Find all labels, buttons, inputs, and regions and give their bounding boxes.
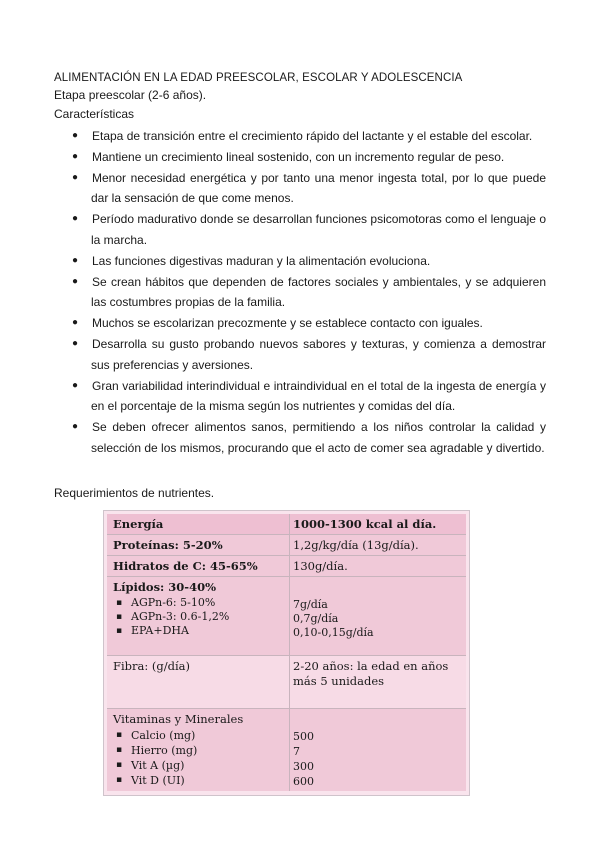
list-item: ● Se deben ofrecer alimentos sanos, permitiendo a los niños controlar la calidad y selección de los mismos, procurando que el acto de comer sea agradable y divertido. <box>54 417 546 459</box>
list-item: ● Mantiene un crecimiento lineal sostenido, con un incremento regular de peso. <box>54 147 546 168</box>
square-bullet-icon: ▪ <box>116 730 123 740</box>
energy-label: Energía <box>113 517 164 531</box>
list-item: ▪ EPA+DHA <box>116 624 189 637</box>
table-row <box>107 709 466 791</box>
bullet-icon: ● <box>72 213 79 225</box>
fiber-value: 2-20 años: la edad en años más 5 unidades <box>293 659 449 688</box>
proteins-label: Proteínas: 5-20% <box>113 538 223 552</box>
nutrient-requirements-table <box>103 510 470 796</box>
square-bullet-icon: ▪ <box>116 612 123 622</box>
bullet-icon: ● <box>72 379 79 391</box>
lipids-values: 7g/día 0,7g/día 0,10-0,15g/día <box>293 598 374 639</box>
list-item: ▪ Vit D (UI) <box>116 774 185 787</box>
list-item: ● Muchos se escolarizan precozmente y se establece contacto con iguales. <box>54 313 546 334</box>
list-item: ● Las funciones digestivas maduran y la alimentación evoluciona. <box>54 251 546 272</box>
characteristics-list <box>54 126 546 459</box>
bullet-icon: ● <box>72 254 79 266</box>
bullet-icon: ● <box>72 130 79 141</box>
table-row <box>107 577 466 656</box>
bullet-icon: ● <box>72 275 79 287</box>
document-title: ALIMENTACIÓN EN LA EDAD PREESCOLAR, ESCOLAR Y ADOLESCENCIA <box>54 72 463 84</box>
list-item: ● Etapa de transición entre el crecimiento rápido del lactante y el estable del escolar. <box>54 126 546 147</box>
vitamins-list <box>113 728 285 788</box>
list-item: ▪ AGPn-6: 5-10% <box>116 596 216 609</box>
list-item: ● Desarrolla su gusto probando nuevos sabores y texturas, y comienza a demostrar sus preferencias y aversiones. <box>54 334 546 376</box>
table-row <box>107 656 466 709</box>
list-item: ● Período madurativo donde se desarrollan funciones psicomotoras como el lenguaje o la marcha. <box>54 209 546 251</box>
list-item: ▪ AGPn-3: 0.6-1,2% <box>116 610 230 623</box>
square-bullet-icon: ▪ <box>116 775 123 785</box>
fiber-label: Fibra: (g/día) <box>113 659 191 673</box>
bullet-icon: ● <box>72 421 79 433</box>
bullet-icon: ● <box>72 317 79 329</box>
carbs-label: Hidratos de C: 45-65% <box>113 559 258 573</box>
square-bullet-icon: ▪ <box>116 626 123 636</box>
list-item: ▪ Vit A (µg) <box>116 759 185 772</box>
vitamins-label: Vitaminas y Minerales <box>113 712 244 726</box>
lipids-list <box>113 596 285 638</box>
bullet-icon: ● <box>72 171 79 183</box>
characteristics-label: Características <box>54 107 135 121</box>
list-item: ▪ Calcio (mg) <box>116 729 196 742</box>
proteins-value: 1,2g/kg/día (13g/día). <box>293 538 419 552</box>
energy-value: 1000-1300 kcal al día. <box>293 517 437 531</box>
table-row <box>107 556 466 577</box>
section-subtitle: Etapa preescolar (2-6 años). <box>54 88 207 102</box>
vitamins-values: 500 7 300 600 <box>293 730 314 788</box>
list-item: ● Se crean hábitos que dependen de factores sociales y ambientales, y se adquieren las costumbres propias de la familia. <box>54 272 546 314</box>
list-item: ● Menor necesidad energética y por tanto una menor ingesta total, por lo que puede dar la sensación de que come menos. <box>54 168 546 210</box>
requirements-label: Requerimientos de nutrientes. <box>54 486 215 500</box>
square-bullet-icon: ▪ <box>116 760 123 770</box>
square-bullet-icon: ▪ <box>116 745 123 755</box>
list-item: ▪ Hierro (mg) <box>116 744 198 757</box>
bullet-icon: ● <box>72 150 79 162</box>
table-row <box>107 535 466 556</box>
lipids-label: Lípidos: 30-40% <box>113 580 217 594</box>
bullet-icon: ● <box>72 337 79 349</box>
table-row <box>107 514 466 535</box>
square-bullet-icon: ▪ <box>116 598 123 608</box>
carbs-value: 130g/día. <box>293 559 348 573</box>
list-item: ● Gran variabilidad interindividual e intraindividual en el total de la ingesta de energía y en el porcentaje de la misma según los nutrientes y comidas del día. <box>54 376 546 418</box>
